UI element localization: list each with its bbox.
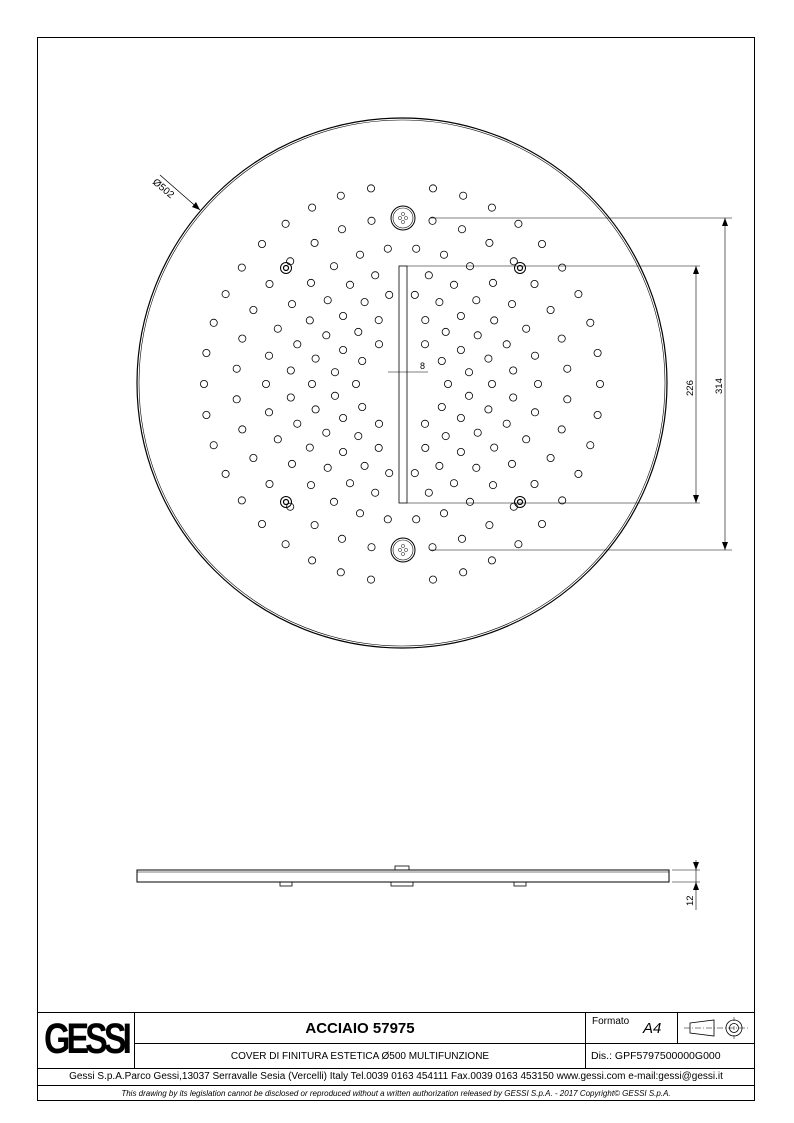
nozzle-hole <box>372 272 379 279</box>
nozzle-hole <box>274 325 281 332</box>
nozzle-hole <box>564 396 571 403</box>
nozzle-hole <box>258 520 265 527</box>
nozzle-hole <box>375 444 382 451</box>
nozzle-hole <box>596 380 603 387</box>
nozzle-hole <box>210 319 217 326</box>
dim-314-label: 314 <box>714 378 725 394</box>
nozzle-hole <box>337 192 344 199</box>
nozzle-hole <box>538 240 545 247</box>
format-label: Formato <box>592 1016 630 1027</box>
nozzle-hole <box>306 317 313 324</box>
nozzle-hole <box>503 420 510 427</box>
nozzle-hole <box>233 396 240 403</box>
nozzle-hole <box>233 365 240 372</box>
projection-cell <box>677 1012 755 1043</box>
nozzle-hole <box>523 436 530 443</box>
nozzle-hole <box>440 510 447 517</box>
nozzle-hole <box>510 367 517 374</box>
nozzle-hole <box>312 355 319 362</box>
nozzle-hole <box>510 394 517 401</box>
nozzle-hole <box>458 535 465 542</box>
nozzle-hole <box>547 454 554 461</box>
nozzle-hole <box>508 460 515 467</box>
nozzle-hole <box>450 281 457 288</box>
nozzle-hole <box>330 498 337 505</box>
nozzle-hole <box>338 226 345 233</box>
nozzle-hole <box>375 317 382 324</box>
nozzle-hole <box>324 297 331 304</box>
nozzle-hole <box>575 291 582 298</box>
nozzle-hole <box>411 470 418 477</box>
nozzle-hole <box>575 470 582 477</box>
nozzle-hole <box>594 349 601 356</box>
nozzle-hole <box>531 352 538 359</box>
nozzle-hole <box>587 319 594 326</box>
fitting-bottom <box>391 538 415 562</box>
nozzle-hole <box>338 535 345 542</box>
nozzle-hole <box>558 426 565 433</box>
nozzle-hole <box>486 239 493 246</box>
nozzle-hole <box>534 380 541 387</box>
nozzle-hole <box>429 576 436 583</box>
nozzle-hole <box>288 460 295 467</box>
nozzle-hole <box>466 498 473 505</box>
nozzle-hole <box>538 520 545 527</box>
nozzle-hole <box>266 480 273 487</box>
nozzle-hole <box>411 291 418 298</box>
dimension-lines <box>407 218 732 550</box>
nozzle-hole <box>356 251 363 258</box>
nozzle-hole <box>473 297 480 304</box>
nozzle-hole <box>239 426 246 433</box>
nozzle-hole <box>531 480 538 487</box>
nozzle-hole <box>425 272 432 279</box>
nozzle-hole <box>457 448 464 455</box>
nozzle-hole <box>340 312 347 319</box>
nozzle-hole <box>262 380 269 387</box>
nozzle-hole <box>508 301 515 308</box>
nozzle-hole <box>361 299 368 306</box>
nozzle-hole <box>312 406 319 413</box>
nozzle-hole <box>491 317 498 324</box>
dim-12-label: 12 <box>685 895 696 906</box>
nozzle-hole <box>421 341 428 348</box>
nozzle-hole <box>222 470 229 477</box>
nozzle-hole <box>368 544 375 551</box>
nozzle-hole <box>367 576 374 583</box>
nozzle-hole <box>465 392 472 399</box>
nozzle-hole <box>450 480 457 487</box>
nozzle-hole <box>457 312 464 319</box>
nozzle-hole <box>265 409 272 416</box>
nozzle-hole <box>587 442 594 449</box>
nozzle-hole <box>488 380 495 387</box>
nozzle-hole <box>355 433 362 440</box>
drawing-subtitle: COVER DI FINITURA ESTETICA Ø500 MULTIFUNZIONE <box>135 1043 585 1068</box>
nozzle-hole <box>239 335 246 342</box>
nozzle-hole <box>238 264 245 271</box>
nozzle-hole <box>457 414 464 421</box>
nozzle-hole <box>330 263 337 270</box>
nozzle-hole <box>429 185 436 192</box>
nozzle-hole <box>311 522 318 529</box>
nozzle-hole <box>323 429 330 436</box>
nozzle-hole <box>361 462 368 469</box>
nozzle-hole <box>488 204 495 211</box>
third-angle-projection-icon <box>678 1013 756 1044</box>
nozzle-hole <box>559 264 566 271</box>
nozzle-hole <box>515 220 522 227</box>
nozzle-hole <box>386 470 393 477</box>
nozzle-hole <box>222 291 229 298</box>
nozzle-hole <box>489 279 496 286</box>
nozzle-hole <box>294 341 301 348</box>
fitting-top <box>391 206 415 230</box>
nozzle-hole <box>266 280 273 287</box>
nozzle-hole <box>436 299 443 306</box>
nozzle-hole <box>488 557 495 564</box>
gessi-logo <box>37 1013 135 1069</box>
nozzle-hole <box>337 569 344 576</box>
nozzle-hole <box>474 429 481 436</box>
nozzle-hole <box>346 480 353 487</box>
nozzle-hole <box>258 240 265 247</box>
nozzle-hole <box>288 301 295 308</box>
nozzle-hole <box>438 357 445 364</box>
dim-226-label: 226 <box>685 380 696 396</box>
nozzle-hole <box>308 380 315 387</box>
nozzle-hole <box>473 464 480 471</box>
nozzle-hole <box>265 352 272 359</box>
nozzle-hole <box>340 346 347 353</box>
nozzle-hole <box>425 489 432 496</box>
nozzle-hole <box>250 454 257 461</box>
nozzle-hole <box>515 541 522 548</box>
side-view <box>137 860 700 910</box>
nozzle-hole <box>250 306 257 313</box>
nozzle-hole <box>355 328 362 335</box>
nozzle-hole <box>309 204 316 211</box>
nozzle-hole <box>282 220 289 227</box>
nozzle-hole <box>413 245 420 252</box>
center-panel <box>399 266 407 503</box>
title-block <box>37 1012 755 1101</box>
nozzle-hole <box>210 442 217 449</box>
nozzle-hole <box>287 367 294 374</box>
nozzle-hole <box>368 217 375 224</box>
nozzle-hole <box>421 420 428 427</box>
nozzle-hole <box>442 328 449 335</box>
nozzle-hole <box>458 226 465 233</box>
nozzle-hole <box>457 346 464 353</box>
nozzle-hole <box>422 317 429 324</box>
nozzle-hole <box>203 349 210 356</box>
nozzle-hole <box>346 281 353 288</box>
nozzle-hole <box>203 411 210 418</box>
nozzle-hole <box>438 403 445 410</box>
nozzle-hole <box>331 369 338 376</box>
nozzle-hole <box>294 420 301 427</box>
nozzle-hole <box>436 462 443 469</box>
legal-notice: This drawing by its legislation cannot be disclosed or reproduced without a written authorization released by GESSI S.p.A. - 2017 Copyright© GESSI S.p.A. <box>37 1085 755 1101</box>
nozzle-hole <box>324 464 331 471</box>
format-cell <box>585 1012 677 1043</box>
nozzle-hole <box>531 280 538 287</box>
nozzle-hole <box>359 357 366 364</box>
nozzle-hole <box>200 380 207 387</box>
nozzle-hole <box>558 335 565 342</box>
nozzle-hole <box>375 420 382 427</box>
diameter-label: Ø502 <box>150 176 176 202</box>
nozzle-hole <box>486 522 493 529</box>
nozzle-hole <box>485 406 492 413</box>
nozzle-hole <box>384 245 391 252</box>
nozzle-hole <box>306 444 313 451</box>
nozzle-hole <box>238 497 245 504</box>
nozzle-hole <box>523 325 530 332</box>
drawing-number: Dis.: GPF5797500000G000 <box>585 1043 755 1068</box>
nozzle-hole <box>307 279 314 286</box>
nozzle-hole <box>287 394 294 401</box>
nozzle-hole <box>460 569 467 576</box>
nozzle-hole <box>359 403 366 410</box>
diameter-arrow <box>192 202 200 210</box>
nozzle-hole <box>547 306 554 313</box>
nozzle-hole <box>372 489 379 496</box>
nozzle-hole <box>367 185 374 192</box>
nozzle-hole <box>340 414 347 421</box>
nozzle-hole <box>386 291 393 298</box>
nozzle-hole <box>442 433 449 440</box>
format-value: A4 <box>643 1020 662 1037</box>
nozzle-hole <box>352 380 359 387</box>
nozzle-hole <box>413 516 420 523</box>
nozzle-hole <box>474 332 481 339</box>
nozzle-hole <box>356 510 363 517</box>
nozzle-hole <box>465 369 472 376</box>
drawing-title: ACCIAIO 57975 <box>135 1012 585 1043</box>
nozzle-hole <box>440 251 447 258</box>
nozzle-hole <box>460 192 467 199</box>
nozzle-hole <box>282 541 289 548</box>
nozzle-hole <box>311 239 318 246</box>
dim-8-label: 8 <box>420 361 426 371</box>
nozzle-hole <box>331 392 338 399</box>
company-address: Gessi S.p.A.Parco Gessi,13037 Serravalle Sesia (Vercelli) Italy Tel.0039 0163 454111 Fax.0039 0163 453150 www.gessi.com e-mail:gessi@gessi.it <box>37 1068 755 1085</box>
nozzle-hole <box>274 436 281 443</box>
nozzle-hole <box>307 482 314 489</box>
nozzle-hole <box>323 332 330 339</box>
svg-text:GESSI: GESSI <box>44 1015 128 1063</box>
nozzle-hole <box>594 411 601 418</box>
nozzle-hole <box>444 380 451 387</box>
nozzle-hole <box>485 355 492 362</box>
nozzle-hole <box>489 482 496 489</box>
nozzle-hole <box>503 341 510 348</box>
nozzle-hole <box>491 444 498 451</box>
nozzle-hole <box>422 444 429 451</box>
nozzle-hole <box>340 448 347 455</box>
nozzle-hole <box>564 365 571 372</box>
nozzle-hole <box>384 516 391 523</box>
nozzle-hole <box>375 341 382 348</box>
logo-cell <box>37 1012 135 1068</box>
nozzle-hole <box>531 409 538 416</box>
nozzle-hole <box>309 557 316 564</box>
